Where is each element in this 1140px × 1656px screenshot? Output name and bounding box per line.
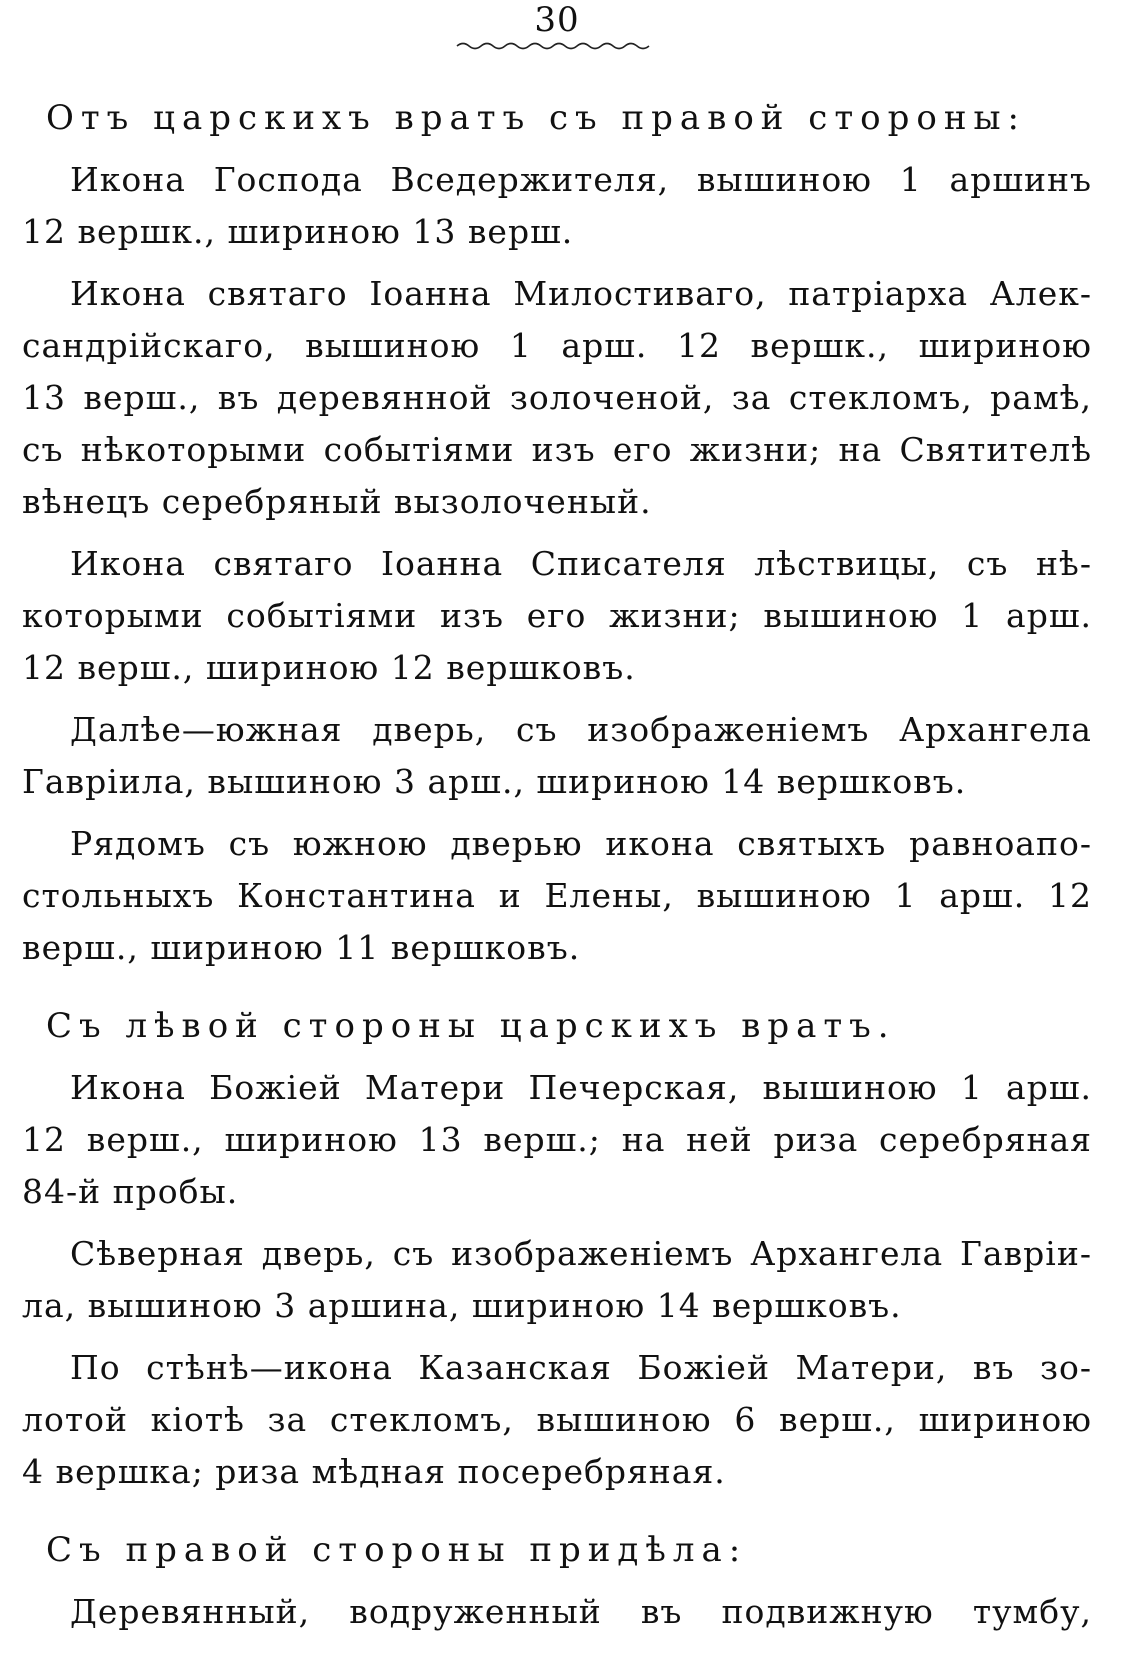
paragraph (22, 1062, 1092, 1218)
page-number: 30 (534, 0, 580, 40)
paragraph (22, 1342, 1092, 1498)
paragraph (22, 154, 1092, 258)
text-line: 12 вершк., шириною 13 верш. (22, 212, 574, 251)
text-line: Икона Божіей Матери Печерская, вышиною 1 арш. (70, 1068, 1092, 1107)
paragraph (22, 268, 1092, 528)
text-line: вѣнецъ серебряный вызолоченый. (22, 482, 652, 521)
paragraph (22, 818, 1092, 974)
text-line: По стѣнѣ—икона Казанская Божіей Матери, въ зо- (70, 1348, 1092, 1387)
wavy-rule-ornament (455, 40, 655, 52)
paragraph (22, 1586, 1092, 1638)
text-line: которыми событіями изъ его жизни; вышиною 1 арш. (22, 596, 1092, 635)
text-line: 13 верш., въ деревянной золоченой, за стекломъ, рамѣ, (22, 378, 1092, 417)
book-page (22, 0, 1092, 1656)
text-line: стольныхъ Константина и Елены, вышиною 1 арш. 12 (22, 876, 1092, 915)
paragraph (22, 704, 1092, 808)
text-line: Деревянный, водруженный въ подвижную тумбу, (70, 1592, 1092, 1631)
paragraph (22, 538, 1092, 694)
page-body (22, 92, 1092, 1648)
text-line: Рядомъ съ южною дверью икона святыхъ равноапо- (70, 824, 1092, 863)
text-line: Икона святаго Іоанна Милостиваго, патріарха Алек- (70, 274, 1092, 313)
text-line: съ нѣкоторыми событіями изъ его жизни; на Святителѣ (22, 430, 1092, 469)
text-line: Далѣе—южная дверь, съ изображеніемъ Архангела (70, 710, 1092, 749)
section-heading: Отъ царскихъ вратъ съ правой стороны: (46, 98, 1027, 138)
text-line: 12 верш., шириною 13 верш.; на ней риза серебряная (22, 1120, 1092, 1159)
text-line: ла, вышиною 3 аршина, шириною 14 вершковъ. (22, 1286, 902, 1325)
text-line: Икона святаго Іоанна Списателя лѣствицы, съ нѣ- (70, 544, 1092, 583)
text-line: 84-й пробы. (22, 1172, 239, 1211)
section-heading: Съ правой стороны придѣла: (46, 1530, 748, 1570)
text-line: Гавріила, вышиною 3 арш., шириною 14 вершковъ. (22, 762, 967, 801)
section-heading: Съ лѣвой стороны царскихъ вратъ. (46, 1006, 896, 1046)
text-line: Сѣверная дверь, съ изображеніемъ Архангела Гавріи- (70, 1234, 1092, 1273)
text-line: Икона Господа Вседержителя, вышиною 1 аршинъ (70, 160, 1092, 199)
text-line: верш., шириною 11 вершковъ. (22, 928, 581, 967)
text-line: 12 верш., шириною 12 вершковъ. (22, 648, 636, 687)
text-line: лотой кіотѣ за стекломъ, вышиною 6 верш., шириною (22, 1400, 1092, 1439)
text-line: сандрійскаго, вышиною 1 арш. 12 вершк., шириною (22, 326, 1092, 365)
paragraph (22, 1228, 1092, 1332)
text-line: 4 вершка; риза мѣдная посеребряная. (22, 1452, 726, 1491)
